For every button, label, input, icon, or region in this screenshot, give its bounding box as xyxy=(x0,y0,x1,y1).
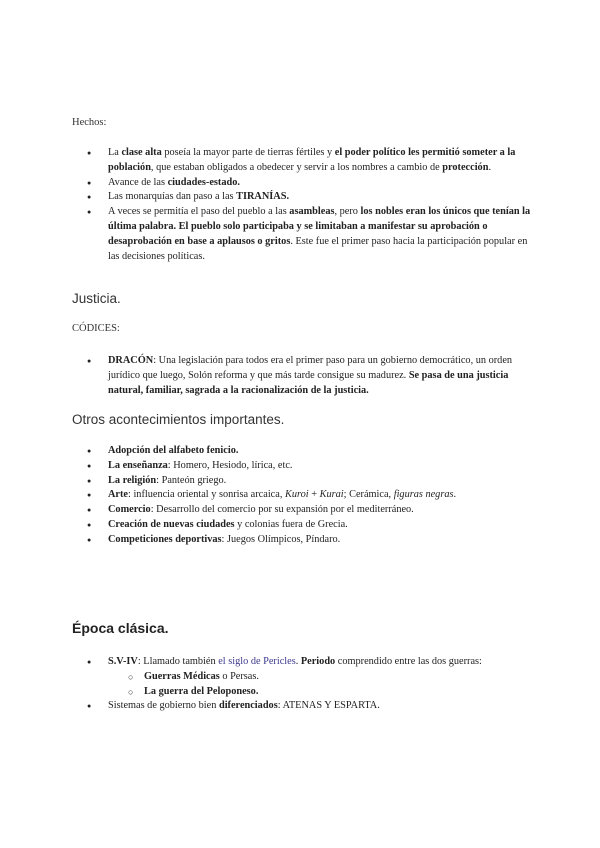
text-run: Las monarquías dan paso a las xyxy=(108,191,237,203)
sub-list xyxy=(108,670,532,700)
text-run: Avance de las xyxy=(108,176,168,188)
text-run: : Homero, Hesiodo, lírica, etc. xyxy=(167,459,293,471)
list-item xyxy=(72,176,532,191)
text-run: : ATENAS Y ESPARTA. xyxy=(277,700,380,712)
text-run: comprendido entre las dos guerras: xyxy=(335,656,482,667)
bold-text: protección xyxy=(442,161,489,173)
bold-text: Periodo xyxy=(300,656,336,667)
hechos-label: Hechos: xyxy=(72,117,107,128)
bold-text: Comercio xyxy=(108,504,151,516)
bold-text: La guerra del Peloponeso. xyxy=(144,685,259,697)
otros-heading: Otros acontecimientos importantes. xyxy=(72,412,285,427)
list-item xyxy=(72,533,532,548)
text-run: : Llamado también xyxy=(137,656,219,667)
text-run: A veces se permitía el paso del pueblo a las xyxy=(108,206,290,218)
bold-text: Arte xyxy=(108,489,129,501)
bold-text: ciudades-estado. xyxy=(167,176,240,188)
bold-text: DRACÓN xyxy=(108,355,154,366)
list-item xyxy=(72,503,532,518)
text-run: poseía la mayor parte de tierras fértiles y xyxy=(161,147,335,158)
italic-text: Kuroi xyxy=(284,489,309,501)
bold-text: los nobles eran los únicos que tenían la última palabra. El pueblo solo participaba y se limitaban a manifestar su aprobación o desaprobación en base a aplausos o gritos xyxy=(108,206,531,247)
bold-text: el poder político les permitió someter a la población xyxy=(108,147,516,173)
otros-list xyxy=(72,444,532,548)
list-item xyxy=(72,459,532,474)
sub-list-item xyxy=(108,685,532,700)
sub-list-item xyxy=(108,670,532,685)
bold-text: S.V-IV xyxy=(108,656,138,667)
bold-text: La enseñanza xyxy=(108,459,168,471)
bold-text: asambleas xyxy=(289,206,335,218)
list-item xyxy=(72,205,532,264)
clasica-heading: Época clásica. xyxy=(72,620,169,636)
list-item xyxy=(72,354,532,398)
text-run: : Una legislación para todos era el primer paso para un gobierno democrático, un orden jurídico que luego, Solón reforma y que más tarde consigue su madurez. xyxy=(108,355,513,381)
list-item xyxy=(72,190,532,205)
text-run: : influencia oriental y sonrisa arcaica, xyxy=(128,489,285,501)
text-run: : Desarrollo del comercio por su expansión por el mediterráneo. xyxy=(150,504,414,516)
bold-text: diferenciados xyxy=(218,700,278,712)
list-item xyxy=(72,474,532,489)
text-run: : Panteón griego. xyxy=(156,474,227,486)
text-run: La xyxy=(108,147,122,158)
text-run: . xyxy=(488,161,492,173)
codices-label: CÓDICES: xyxy=(72,323,120,334)
bold-text: La religión xyxy=(108,474,157,486)
list-item xyxy=(72,488,532,503)
hechos-list xyxy=(72,146,532,264)
list-item xyxy=(72,655,532,699)
text-run: . xyxy=(453,489,457,501)
text-run: , pero xyxy=(334,206,361,218)
text-run: , que estaban obligados a obedecer y servir a los nombres a cambio de xyxy=(150,161,443,173)
list-item xyxy=(72,444,532,459)
list-item xyxy=(72,518,532,533)
inline-link-text[interactable]: el siglo de Pericles xyxy=(218,656,296,667)
text-run: y colonias fuera de Grecia. xyxy=(234,518,348,530)
bold-text: TIRANÍAS. xyxy=(236,191,290,203)
text-run: o Persas. xyxy=(219,670,259,682)
text-run: + xyxy=(308,489,320,501)
text-run: : Juegos Olímpicos, Píndaro. xyxy=(221,533,341,545)
justicia-heading: Justicia. xyxy=(72,291,121,306)
italic-text: Kurai xyxy=(319,489,344,501)
list-item xyxy=(72,699,532,714)
text-run: . Este fue el primer paso hacia la participación popular en las decisiones políticas. xyxy=(108,235,528,262)
bold-text: Guerras Médicas xyxy=(144,670,220,682)
clasica-list xyxy=(72,655,532,714)
list-item xyxy=(72,146,532,176)
bold-text: Creación de nuevas ciudades xyxy=(108,518,235,530)
bold-text: Adopción del alfabeto fenicio. xyxy=(108,445,239,456)
bold-text: Se pasa de una justicia natural, familiar, sagrada a la racionalización de la justicia. xyxy=(108,369,509,396)
bold-text: clase alta xyxy=(121,147,162,158)
text-run: Sistemas de gobierno bien xyxy=(108,700,219,712)
codices-list xyxy=(72,354,532,398)
bold-text: Competiciones deportivas xyxy=(108,533,222,545)
text-run: ; Cerámica, xyxy=(343,489,394,501)
text-run: . xyxy=(295,656,301,667)
italic-text: figuras negras xyxy=(393,489,454,501)
